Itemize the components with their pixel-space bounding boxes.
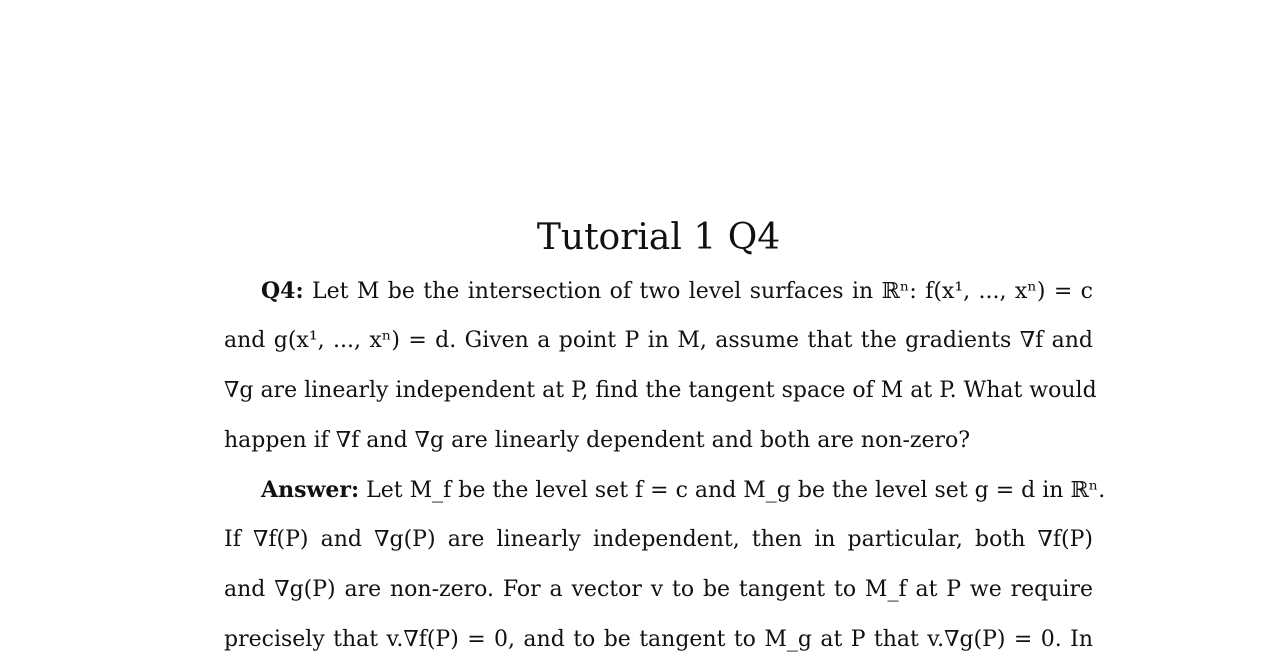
document-title: Tutorial 1 Q4: [536, 217, 781, 258]
question-label: Q4:: [261, 278, 304, 304]
answer-label: Answer:: [261, 477, 360, 503]
question-text-line: Let M be the intersection of two level surfaces in ℝⁿ: f(x¹, ..., xⁿ) = c: [312, 279, 1093, 304]
answer-text-line: Let M_f be the level set f = c and M_g be the level set g = d in ℝⁿ.: [366, 478, 1106, 503]
answer-text-line: and ∇g(P) are non-zero. For a vector v to be tangent to M_f at P we require: [224, 577, 1093, 602]
document-page: [224, 0, 1106, 666]
question-text-line: and g(x¹, ..., xⁿ) = d. Given a point P in M, assume that the gradients ∇f and: [224, 328, 1093, 353]
answer-paragraph-line: [261, 475, 1106, 506]
answer-text-line: If ∇f(P) and ∇g(P) are linearly independent, then in particular, both ∇f(P): [224, 527, 1093, 552]
question-text-line: ∇g are linearly independent at P, find the tangent space of M at P. What would: [224, 378, 1097, 403]
answer-text-line: precisely that v.∇f(P) = 0, and to be tangent to M_g at P that v.∇g(P) = 0. In: [224, 627, 1093, 652]
question-text-line: happen if ∇f and ∇g are linearly dependent and both are non-zero?: [224, 428, 971, 453]
question-paragraph-line: [261, 276, 1093, 307]
